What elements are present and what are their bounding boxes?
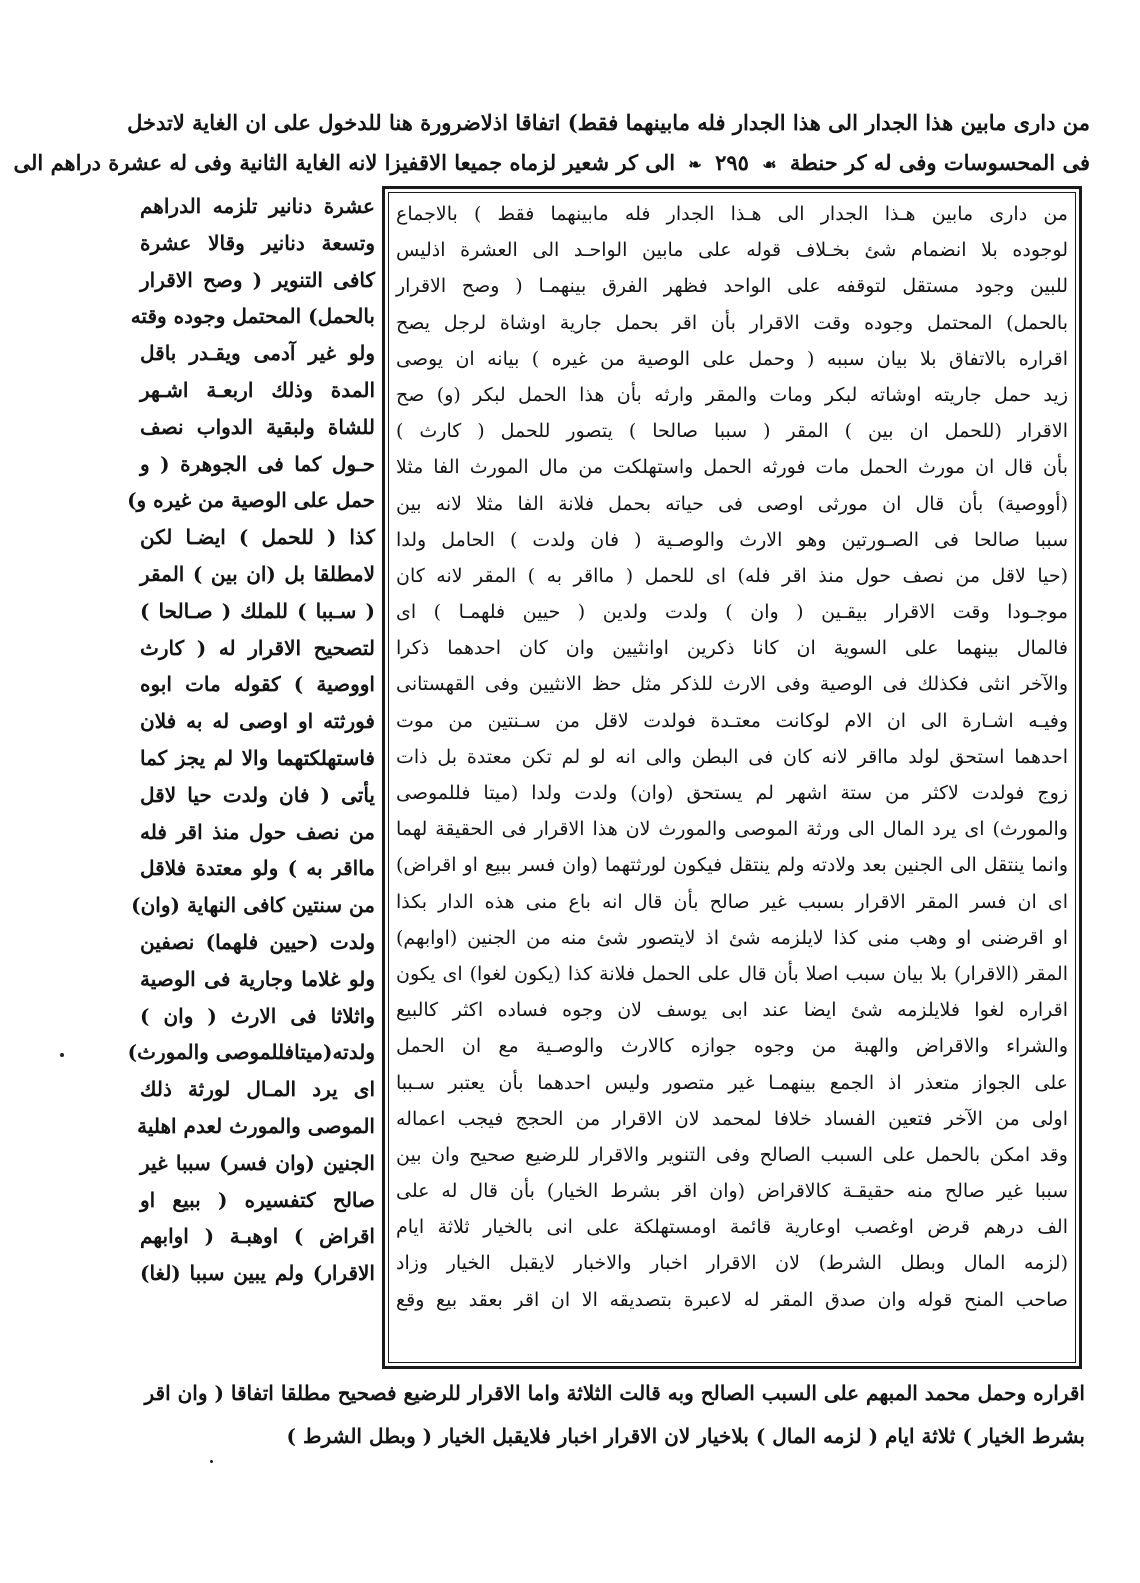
speck-mark (210, 1460, 213, 1463)
side-text-line: اووصية ) كقوله مات ابوه (140, 672, 375, 697)
main-text-line: وقد امكن بالحمل على السبب الصالح وفى التنوير والاقرار للرضيع صحيح وان بين (396, 1143, 1068, 1166)
side-text-line: من سنتين كافى النهاية (وان) (131, 893, 375, 918)
bottom-text (144, 1372, 1085, 1458)
main-text-line: (أووصية) بأن قال ان مورثى اوصى فى حياته بحمل فلانة الفا مثلا لانه بين (396, 492, 1068, 515)
side-text-line: ( سـببا ) للملك ( صـالحا ) (140, 598, 375, 623)
main-text-line: زيد حمل جاريته اوشاته لبكر ومات والمقر وارثه بأن هذا الحمل لبكر (و) صح (396, 383, 1068, 406)
side-text-line: المدة وذلك اربعـة اشـهر (140, 377, 375, 402)
main-text-line: لوجوده بلا انضمام شئ بخـلاف قوله على مابين الواحـد الى العشرة اذليس (396, 239, 1068, 262)
side-text-line: اقراض ) اوهبـة ( اوابهم (140, 1224, 375, 1249)
main-text-line: والآخر انثى فكذلك فى الوصية وفى الارث للذكر مثل حظ الانثيين وفى القهستانى (396, 673, 1068, 696)
header-line-1: من دارى مابين هذا الجدار الى هذا الجدار فله مابينهما فقط) اتفاقا اذلاضرورة هنا للدخول على ان الغاية لاتدخل (127, 110, 1090, 135)
main-text-line: اقراره لغوا فلايلزمه شئ ايضا عند ابى يوسف لان وجوه فساده اكثر كالبيع (396, 999, 1068, 1022)
speck-mark (60, 1053, 64, 1057)
side-text-line: من نصف حول منذ اقر فله (140, 819, 375, 844)
side-text-line: فاستهلكتهما والا لم يجز كما (140, 745, 375, 770)
bottom-text-line: اقراره وحمل محمد المبهم على السبب الصالح وبه قالت الثلاثة واما الاقرار للرضيع فصحيح مطلقا اتفاقا ( وان اقر (144, 1381, 1085, 1405)
side-text-line: الجنين (وان فسر) سببا غير (140, 1150, 375, 1175)
side-text-line: مااقر به ) ولو معتدة فلاقل (140, 856, 375, 881)
main-text-line: بأن قال ان مورث الحمل مات فورثه الحمل واستهلكت من مال المورث الفا مثلا (396, 456, 1068, 479)
main-text-line: وفيـه اشـارة الى ان الام لوكانت معتـدة فولدت لاقل من سـنتين من موت (396, 709, 1068, 732)
side-text-line: كافى التنوير ( وصح الاقرار (140, 267, 375, 292)
main-text-line: سببا غير صالح منه حقيقـة كالاقراض (وان اقر بشرط الخيار) بأن قال له على (396, 1180, 1068, 1203)
side-text-line: لتصحيح الاقرار له ( كارث (140, 635, 375, 660)
main-text-column (396, 196, 1068, 1358)
side-text-line: ولو غير آدمى ويقـدر باقل (140, 341, 375, 366)
main-text-line: زوج فولدت لاكثر من ستة اشهر لم يستحق (وان) ولدت ولدا (ميتا فللموصى (396, 782, 1068, 804)
main-text-line: احدهما استحق لولد مااقر لانه كان فى البطن والى انه لو لم تكن معتدة بل ذات (396, 745, 1068, 768)
side-text-line: عشرة دنانير تلزمه الدراهم (140, 194, 375, 218)
main-text-line: اولى من الآخر فتعين الفساد خلافا لمحمد لان الاقرار من الحجج فيجب اعماله (396, 1107, 1068, 1130)
side-text-line: يأتى ( فان ولدت حيا لاقل (140, 782, 375, 807)
main-text-line: والشراء والاقراض والهبة من وجوه جوازه كالارث والوصـية مع ان الحمل (396, 1035, 1068, 1058)
ornament-right-icon: ☙ (762, 155, 777, 174)
side-text-line: ولو غلاما وجارية فى الوصية (140, 966, 375, 991)
main-text-line: فالمال بينهما على السوية ان كانا ذكرين اوانثيين وان كان احدهما ذكرا (396, 637, 1068, 660)
main-text-line: بالحمل) المحتمل وجوده وقت الاقرار بأن اقر بحمل جارية اوشاة لرجل يصح (396, 311, 1069, 334)
main-text-line: على الجواز متعذر اذ الجمع بينهمـا غير متصور وليس احدهما بأن يعتبر سـببا (396, 1071, 1068, 1094)
side-text-line: الاقرار) ولم يبين سببا (لغا) (140, 1261, 375, 1286)
main-text-line: المقر (الاقرار) بلا بيان سبب اصلا بأن قال على الحمل فلانة كذا (يكون لغوا) اى يكون (396, 962, 1068, 985)
header-line-2-end: الى كر شعير لزماه جميعا الاقفيزا لانه الغاية الثانية وفى له عشرة دراهم الى (13, 150, 676, 175)
main-text-line: اقراره بالاتفاق بلا بيان سببه ( وحمل على الوصية من غيره ) بيانه ان يوصى (396, 347, 1068, 370)
side-text-line: حمل على الوصية من غيره و) (127, 488, 375, 513)
main-text-line: وانما ينتقل الى الجنين بعد ولادته ولم ينتقل فيكون لورثتهما (وان فسر ببيع او اقراض) (396, 854, 1068, 877)
side-text-line: الموصى والمورث لعدم اهلية (137, 1113, 375, 1138)
main-text-line: من دارى مابين هـذا الجدار الى هـذا الجدار فله مابينهما فقط ) بالاجماع (396, 203, 1068, 225)
main-text-line: الف درهم قرض اوغصب اوعارية قائمة اومستهلكة على انى بالخيار ثلاثة ايام (396, 1216, 1068, 1239)
side-text-line: وتسعة دنانير وقالا عشرة (140, 230, 375, 255)
page-number: ٢٩٥ (715, 150, 749, 175)
side-text-line: حـول كما فى الجوهرة ( و (140, 451, 375, 476)
ornament-left-icon: ❧ (688, 155, 702, 174)
main-text-line: (حيا لاقل من نصف حول منذ اقر فله) اى للحمل ( مااقر به ) المقر لانه كان (396, 564, 1068, 587)
main-text-line: الاقرار (للحمل ان بين ) المقر ( سببا صالحا ) يتصور للحمل ( كارث ) (396, 420, 1068, 443)
side-commentary-column (127, 188, 375, 1368)
main-text-line: سببا صالحا فى الصـورتين وهو الارث والوصـية ( فان ولدت ) الحامل ولدا (396, 528, 1068, 551)
main-text-line: صاحب المنح قوله وان صدق المقر له لاعبرة بتصديقه الا ان اقر بعقد بيع وقع (396, 1288, 1068, 1311)
bottom-text-line: بشرط الخيار ) ثلاثة ايام ( لزمه المال ) بلاخيار لان الاقرار اخبار فلايقبل الخيار ( وبطل الشرط ) (286, 1424, 1085, 1448)
side-text-line: بالحمل) المحتمل وجوده وقته (130, 304, 375, 329)
header-line-2 (13, 142, 1090, 186)
side-text-line: واثلاثا فى الارث ( وان ) (140, 1003, 375, 1028)
main-text-line: اى ان فسر المقر الاقرار بسبب غير صالح بأن قال انه باع منى هذه الدار بكذا (396, 890, 1068, 913)
side-text-line: ولدته(ميتافللموصى والمورث) (127, 1040, 375, 1065)
main-text-line: موجـودا وقت الاقرار بيقـين ( وان ) ولدت ولدين ( حيين فلهمـا ) اى (396, 601, 1068, 624)
side-text-line: لامطلقا بل (ان بين ) المقر (140, 561, 375, 586)
side-text-line: كذا ( للحمل ) ايضـا لكن (140, 525, 375, 550)
main-text-line: (لزمه المال وبطل الشرط) لان الاقرار اخبار والاخبار لايقبل الخيار وزاد (396, 1252, 1068, 1275)
side-text-line: ولدت (حيين فلهما) نصفين (140, 929, 375, 954)
side-text-line: اى يرد المـال لورثة ذلك (140, 1077, 375, 1102)
side-text-line: صالح كتفسيره ( ببيع او (140, 1187, 375, 1212)
main-text-line: والمورث) اى يرد المال الى ورثة الموصى والمورث لان هذا الاقرار فى الحقيقة لهما (396, 818, 1068, 841)
side-text-line: للشاة ولبقية الدواب نصف (140, 414, 375, 439)
header-line-2-start: فى المحسوسات وفى له كر حنطة (789, 150, 1090, 175)
main-text-line: للبين وجود مستقل لتوقفه على الواحد فظهر الفرق بينهمـا ( وصح الاقرار (396, 275, 1068, 298)
main-text-line: او اقرضنى او وهب منى كذا لايلزمه شئ اذ لايتصور شئ منه من الجنين (اوابهم) (396, 926, 1068, 949)
side-text-line: فورثته او اوصى له به فلان (140, 709, 375, 734)
